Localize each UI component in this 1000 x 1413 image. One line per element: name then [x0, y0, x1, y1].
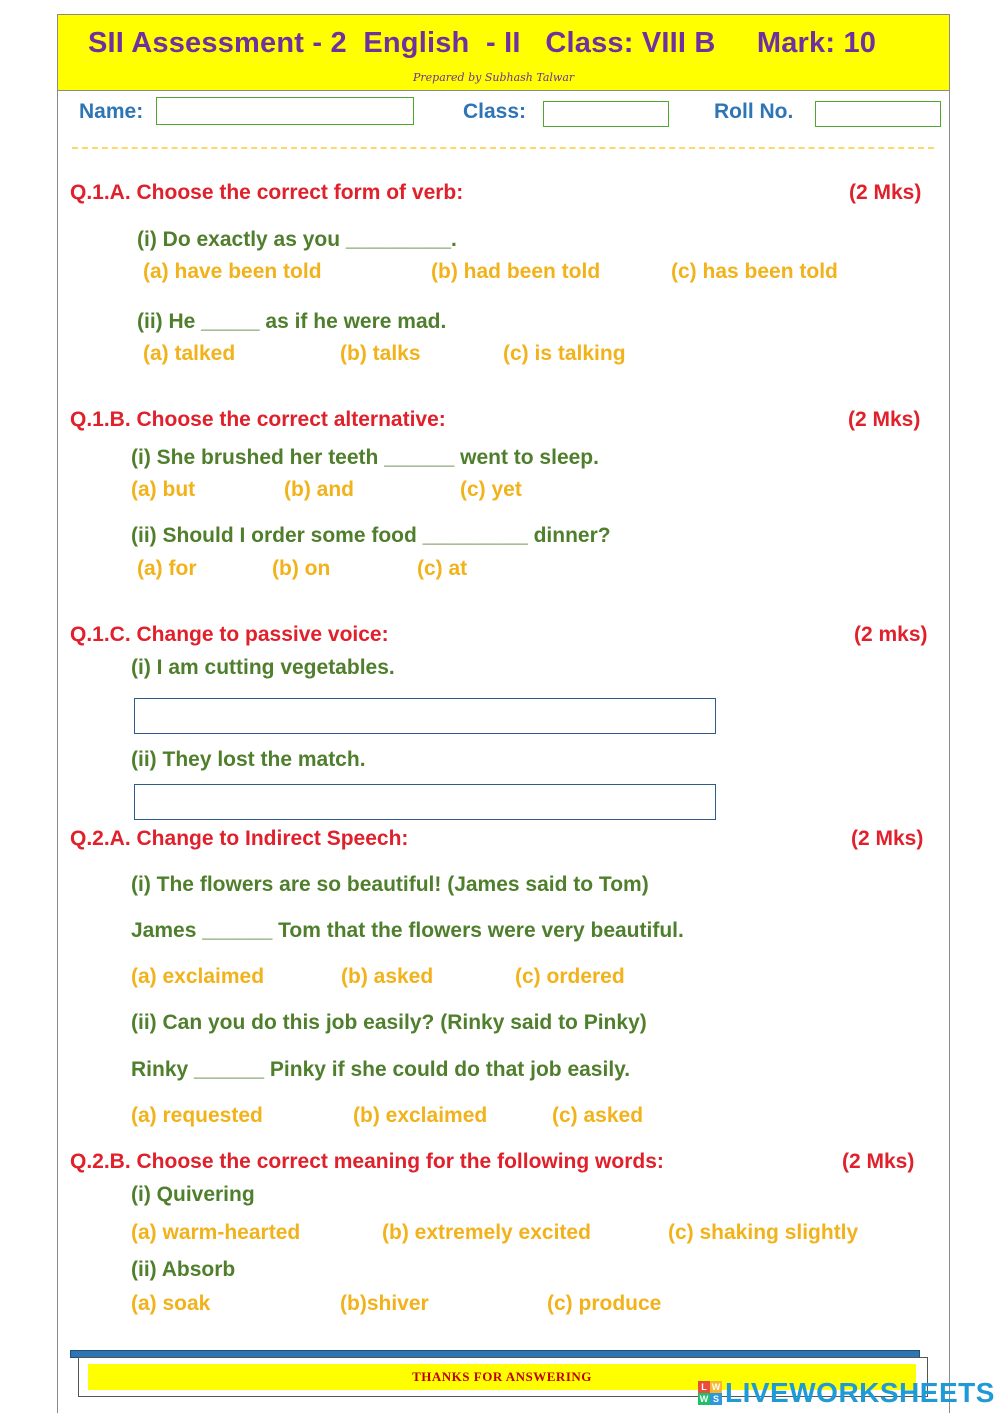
- class-label: Class:: [463, 100, 527, 123]
- q1a-item1-option-c[interactable]: (c) has been told: [671, 260, 838, 283]
- q1a-item1-option-a[interactable]: (a) have been told: [143, 260, 322, 283]
- q2b-item2-stem: (ii) Absorb: [131, 1258, 236, 1281]
- q1a-title: Q.1.A. Choose the correct form of verb:: [70, 181, 464, 204]
- worksheet-title: SII Assessment - 2 English - II Class: VIII B Mark: 10: [88, 27, 877, 59]
- q1a-marks: (2 Mks): [849, 181, 922, 204]
- q2b-item2-option-a[interactable]: (a) soak: [131, 1292, 211, 1315]
- q1c-marks: (2 mks): [854, 623, 928, 646]
- q2a-item2-option-a[interactable]: (a) requested: [131, 1104, 263, 1127]
- roll-label: Roll No.: [714, 100, 794, 123]
- logo-tile-w2: W: [699, 1394, 709, 1404]
- q1a-item1-stem: (i) Do exactly as you _________.: [137, 228, 457, 251]
- q2b-marks: (2 Mks): [842, 1150, 915, 1173]
- q1c-item1-answer-field[interactable]: [134, 698, 716, 734]
- q1a-item2-option-c[interactable]: (c) is talking: [503, 342, 626, 365]
- q1c-item2-stem: (ii) They lost the match.: [131, 748, 366, 771]
- q2b-item1-option-c[interactable]: (c) shaking slightly: [668, 1221, 859, 1244]
- q1b-item2-stem: (ii) Should I order some food _________ dinner?: [131, 524, 611, 547]
- q1a-item2-stem: (ii) He _____ as if he were mad.: [137, 310, 447, 333]
- q1b-marks: (2 Mks): [848, 408, 921, 431]
- logo-tile-w: W: [711, 1382, 721, 1392]
- q2b-title: Q.2.B. Choose the correct meaning for the following words:: [70, 1150, 664, 1173]
- q1a-item1-option-b[interactable]: (b) had been told: [431, 260, 601, 283]
- q2b-item1-option-a[interactable]: (a) warm-hearted: [131, 1221, 301, 1244]
- class-field[interactable]: [543, 101, 669, 127]
- q1b-item1-option-b[interactable]: (b) and: [284, 478, 354, 501]
- q2b-item2-option-c[interactable]: (c) produce: [547, 1292, 662, 1315]
- q1a-item2-option-a[interactable]: (a) talked: [143, 342, 236, 365]
- liveworksheets-logo-icon: [698, 1381, 722, 1405]
- q1b-item2-option-c[interactable]: (c) at: [417, 557, 468, 580]
- q1b-item2-option-b[interactable]: (b) on: [272, 557, 331, 580]
- q1c-title: Q.1.C. Change to passive voice:: [70, 623, 389, 646]
- q1b-title: Q.1.B. Choose the correct alternative:: [70, 408, 446, 431]
- q1b-item1-option-a[interactable]: (a) but: [131, 478, 196, 501]
- worksheet-author: Prepared by Subhash Talwar: [413, 71, 575, 84]
- q2a-item1-option-a[interactable]: (a) exclaimed: [131, 965, 265, 988]
- q1c-item2-answer-field[interactable]: [134, 784, 716, 820]
- roll-field[interactable]: [815, 101, 941, 127]
- q1b-item2-option-a[interactable]: (a) for: [137, 557, 197, 580]
- q2a-item1-option-c[interactable]: (c) ordered: [515, 965, 625, 988]
- q2b-item1-option-b[interactable]: (b) extremely excited: [382, 1221, 591, 1244]
- q1b-item1-stem: (i) She brushed her teeth ______ went to sleep.: [131, 446, 599, 469]
- q2a-title: Q.2.A. Change to Indirect Speech:: [70, 827, 409, 850]
- name-field[interactable]: [156, 97, 414, 125]
- q2a-item1-option-b[interactable]: (b) asked: [341, 965, 434, 988]
- q1b-item1-option-c[interactable]: (c) yet: [460, 478, 522, 501]
- q1a-item2-option-b[interactable]: (b) talks: [340, 342, 421, 365]
- q2a-item1-sentence: James ______ Tom that the flowers were very beautiful.: [131, 919, 684, 942]
- q1c-item1-stem: (i) I am cutting vegetables.: [131, 656, 395, 679]
- q2a-item2-option-b[interactable]: (b) exclaimed: [353, 1104, 488, 1127]
- divider: [72, 147, 934, 149]
- logo-tile-l: L: [698, 1381, 710, 1393]
- worksheet-header: [58, 15, 949, 91]
- q2a-item2-stem: (ii) Can you do this job easily? (Rinky said to Pinky): [131, 1011, 647, 1034]
- q2a-marks: (2 Mks): [851, 827, 924, 850]
- q2a-item2-sentence: Rinky ______ Pinky if she could do that job easily.: [131, 1058, 631, 1081]
- q2a-item1-stem: (i) The flowers are so beautiful! (James said to Tom): [131, 873, 649, 896]
- liveworksheets-wordmark: LIVEWORKSHEETS: [725, 1377, 995, 1408]
- liveworksheets-logo: [698, 1376, 995, 1410]
- thanks-text: THANKS FOR ANSWERING: [412, 1369, 592, 1384]
- q2b-item2-option-b[interactable]: (b)shiver: [340, 1292, 429, 1315]
- q2b-item1-stem: (i) Quivering: [131, 1183, 255, 1206]
- name-label: Name:: [79, 100, 144, 123]
- logo-tile-s: S: [710, 1393, 722, 1405]
- q2a-item2-option-c[interactable]: (c) asked: [552, 1104, 644, 1127]
